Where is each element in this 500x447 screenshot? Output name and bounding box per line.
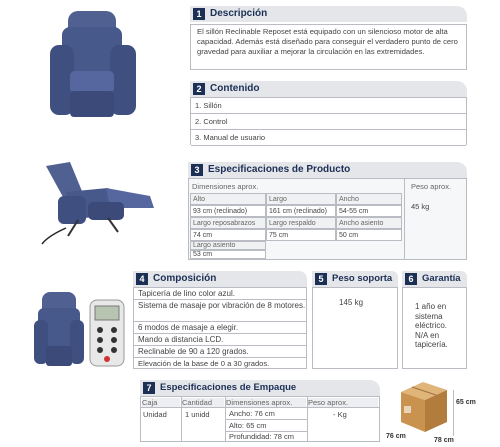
empaque-dim-profundidad: Profundidad: 78 cm: [229, 432, 295, 441]
descripcion-box: [190, 24, 467, 70]
spec-cell: Largo: [266, 193, 336, 205]
garantia-line: sistema: [415, 311, 443, 321]
section-title: Contenido: [210, 83, 260, 94]
garantia-line: eléctrico.: [415, 321, 448, 330]
divider: [307, 396, 308, 442]
divider: [226, 419, 307, 420]
section-title: Garantía: [422, 273, 461, 284]
contenido-header: [190, 81, 467, 97]
section-title: Especificaciones de Empaque: [160, 382, 297, 393]
list-item: 3. Manual de usuario: [191, 130, 466, 146]
recliner-chair-image: [40, 5, 150, 123]
list-item: 2. Control: [191, 114, 466, 130]
list-item: 6 modos de masaje a elegir.: [134, 322, 306, 334]
cardboard-box-image: [395, 378, 453, 436]
peso-soporta-value: 145 kg: [339, 298, 364, 307]
empaque-peso-value: - Kg: [333, 410, 347, 419]
empaque-cantidad-value: 1 unidd: [185, 410, 210, 419]
section-number: 5: [315, 273, 327, 285]
composicion-header: [133, 271, 307, 287]
box-width-label: 76 cm: [386, 433, 406, 440]
list-item: Elevación de la base de 0 a 30 grados.: [138, 359, 270, 368]
especificaciones-header: [188, 162, 467, 178]
chair-front-image: [32, 290, 86, 368]
section-title: Descripción: [210, 8, 268, 19]
spec-cell: 75 cm: [266, 229, 336, 241]
section-number: 3: [191, 164, 203, 176]
descripcion-text: El sillón Reclinable Reposet está equipado con un silencioso motor de alta capacidad. Además está diseñado para conseguir el verdadero punto de cero gravedad para auxiliar a mejorar la circulación en las extremidades.: [197, 27, 458, 56]
empaque-header-caja: Caja: [142, 398, 180, 407]
box-height-label: 65 cm: [456, 399, 476, 406]
section-number: 7: [143, 382, 155, 394]
section-title: Peso soporta: [332, 273, 393, 284]
garantia-box: [402, 287, 467, 369]
list-item: Reclinable de 90 a 120 grados.: [134, 346, 306, 358]
empaque-caja-value: Unidad: [143, 410, 167, 419]
section-number: 4: [136, 273, 148, 285]
section-number: 6: [405, 273, 417, 285]
peso-label: Peso aprox.: [411, 182, 452, 191]
empaque-dim-alto: Alto: 65 cm: [229, 421, 267, 430]
peso-box: [312, 287, 398, 369]
descripcion-header: [190, 6, 467, 22]
empaque-header-dimensiones: Dimensiones aprox.: [226, 398, 306, 407]
spec-cell: Alto: [190, 193, 266, 205]
height-dimension-line: [453, 390, 454, 436]
composicion-list: [133, 287, 307, 369]
spec-cell: 53 cm: [190, 250, 266, 259]
list-item: Sistema de masaje por vibración de 8 motores.: [134, 300, 306, 322]
empaque-header: [140, 380, 380, 396]
garantia-line: tapicería.: [415, 340, 448, 349]
garantia-header: [402, 271, 467, 287]
divider: [404, 178, 405, 260]
empaque-header-cantidad: Cantidad: [182, 398, 224, 407]
garantia-line: N/A en: [415, 330, 440, 340]
spec-cell: Ancho: [336, 193, 402, 205]
spec-cell: 50 cm: [336, 229, 402, 241]
box-depth-label: 78 cm: [434, 437, 454, 444]
spec-cell: Largo respaldo: [266, 217, 336, 229]
section-title: Especificaciones de Producto: [208, 164, 351, 175]
spec-cell: Largo asiento: [190, 241, 266, 250]
list-item: Mando a distancia LCD.: [134, 334, 306, 346]
section-number: 2: [193, 83, 205, 95]
peso-header: [312, 271, 398, 287]
empaque-header-peso: Peso aprox.: [308, 398, 378, 407]
spec-cell: 161 cm (reclinado): [266, 205, 336, 217]
garantia-line: 1 año en: [415, 302, 447, 311]
spec-cell: 93 cm (reclinado): [190, 205, 266, 217]
divider: [140, 407, 380, 408]
section-number: 1: [193, 8, 205, 20]
section-title: Composición: [153, 273, 217, 284]
spec-cell: 54-55 cm: [336, 205, 402, 217]
reclined-chair-image: [38, 158, 163, 250]
spec-cell: Ancho asiento: [336, 217, 402, 229]
empaque-dim-ancho: Ancho: 76 cm: [229, 409, 275, 418]
list-item: 1. Sillón: [191, 98, 466, 114]
dimensiones-label: Dimensiones aprox.: [192, 182, 259, 191]
contenido-list: [190, 97, 467, 145]
remote-control-image: [88, 298, 126, 368]
spec-cell: Largo reposabrazos: [190, 217, 266, 229]
list-item: Tapicería de lino color azul.: [134, 288, 306, 300]
spec-cell: 74 cm: [190, 229, 266, 241]
peso-value: 45 kg: [411, 202, 430, 211]
divider: [181, 396, 182, 442]
